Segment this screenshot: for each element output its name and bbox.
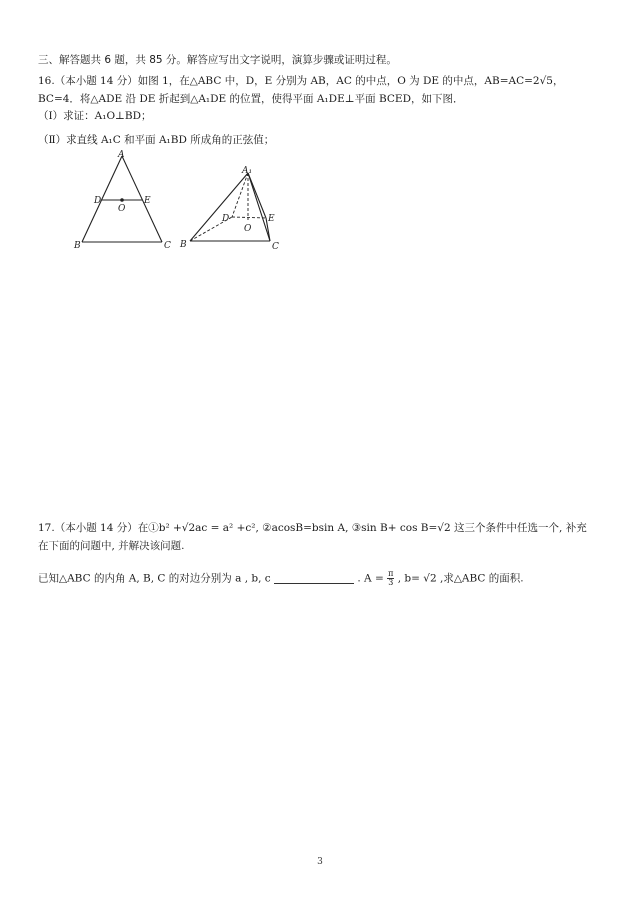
edge-ac	[122, 156, 162, 242]
edge-a1e	[248, 173, 266, 218]
fraction-denominator: 3	[388, 578, 394, 587]
point-o	[120, 198, 124, 202]
question-17-statement-line1: 17.（本小题 14 分）在①b² +√2ac = a² +c², ②acosB=bsin A, ③sin B+ cos B=√2 这三个条件中任选一个, 补充	[38, 522, 587, 534]
answer-blank[interactable]	[274, 573, 354, 584]
edge-a1d-hidden	[232, 173, 248, 217]
question-17-given-prefix: 已知△ABC 的内角 A, B, C 的对边分别为 a , b, c	[38, 572, 271, 585]
label-b: B	[180, 240, 187, 250]
page-number: 3	[317, 857, 323, 867]
question-16-part1: （Ⅰ）求证：A₁O⊥BD；	[38, 110, 152, 122]
question-17-given-a: . A =	[357, 572, 384, 585]
label-a1: A₁	[242, 166, 253, 176]
label-e: E	[268, 214, 275, 224]
label-a: A	[118, 150, 125, 160]
label-d: D	[94, 196, 102, 206]
edge-de-hidden	[232, 217, 266, 218]
label-d: D	[222, 214, 230, 224]
question-17-given-b: , b= √2 ,求△ABC 的面积.	[397, 572, 524, 585]
question-16-statement-line2: BC=4．将△ADE 沿 DE 折起到△A₁DE 的位置，使得平面 A₁DE⊥平面 BCED，如下图．	[38, 93, 464, 105]
label-e: E	[144, 196, 151, 206]
figure-1-triangle	[70, 148, 190, 258]
fraction-numerator: π	[388, 569, 394, 578]
label-c: C	[164, 241, 171, 251]
fraction-pi-over-3	[387, 570, 394, 587]
section-header: 三、解答题共 6 题，共 85 分。解答应写出文字说明，演算步骤或证明过程。	[38, 54, 397, 66]
question-16-part2: （Ⅱ）求直线 A₁C 和平面 A₁BD 所成角的正弦值；	[38, 134, 275, 146]
label-c: C	[272, 242, 279, 252]
edge-a1b	[190, 173, 248, 241]
question-17-given	[38, 570, 524, 587]
question-17-statement-line2: 在下面的问题中, 并解决该问题.	[38, 540, 185, 552]
label-o: O	[244, 224, 252, 234]
label-o: O	[118, 204, 126, 214]
edge-ab	[82, 156, 122, 242]
label-b: B	[74, 241, 81, 251]
figure-2-pyramid	[178, 163, 288, 258]
question-16-statement-line1: 16.（本小题 14 分）如图 1，在△ABC 中，D，E 分别为 AB，AC 的中点，O 为 DE 的中点，AB=AC=2√5，	[38, 75, 564, 87]
